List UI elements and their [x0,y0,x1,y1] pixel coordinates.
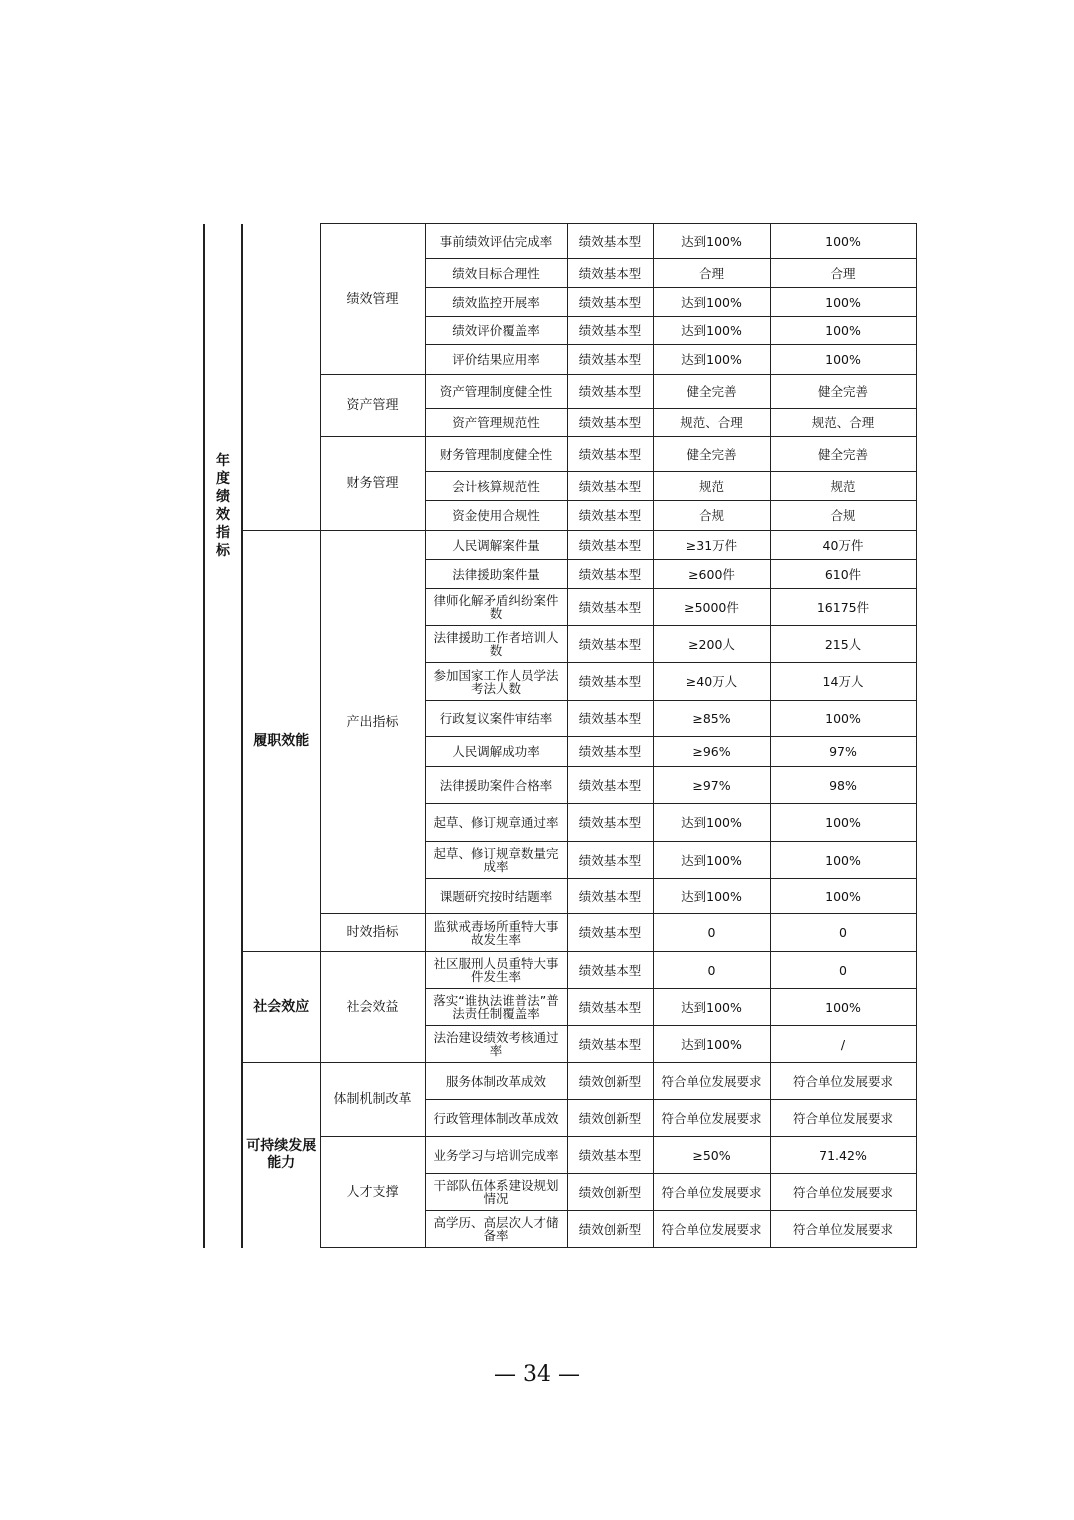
indicator-type-cell: 绩效基本型 [567,472,653,501]
indicator-name-cell: 法律援助案件合格率 [425,767,567,804]
target-value-cell: 规范、合理 [653,409,770,437]
indicator-type-cell: 绩效基本型 [567,409,653,437]
indicator-type-cell: 绩效基本型 [567,1137,653,1174]
page-number: — 34 — [494,1362,580,1387]
indicator-name-cell: 监狱戒毒场所重特大事故发生率 [425,914,567,952]
level1-indicator-label: 年 度 绩 效 指 标 [216,452,230,559]
indicator-type-cell: 绩效基本型 [567,879,653,914]
actual-value-cell: 98% [770,767,916,804]
indicator-name-cell: 社区服刑人员重特大事件发生率 [425,952,567,989]
indicator-name-cell: 事前绩效评估完成率 [425,224,567,259]
actual-value-cell: 0 [770,914,916,952]
actual-value-cell: 100% [770,701,916,737]
indicator-type-cell: 绩效基本型 [567,531,653,560]
indicator-name-cell: 绩效监控开展率 [425,288,567,317]
actual-value-cell: 71.42% [770,1137,916,1174]
indicator-name-cell: 干部队伍体系建设规划情况 [425,1174,567,1211]
target-value-cell: ≥85% [653,701,770,737]
target-value-cell: 规范 [653,472,770,501]
indicator-name-cell: 参加国家工作人员学法考法人数 [425,663,567,701]
indicator-type-cell: 绩效基本型 [567,437,653,472]
indicator-name-cell: 落实“谁执法谁普法”普法责任制覆盖率 [425,989,567,1026]
actual-value-cell: 符合单位发展要求 [770,1063,916,1100]
actual-value-cell: 16175件 [770,589,916,626]
level3-indicator-cell: 产出指标 [320,531,425,914]
actual-value-cell: 符合单位发展要求 [770,1174,916,1211]
indicator-name-cell: 会计核算规范性 [425,472,567,501]
level3-indicator-cell: 资产管理 [320,375,425,437]
indicator-name-cell: 起草、修订规章通过率 [425,804,567,842]
indicator-type-cell: 绩效基本型 [567,952,653,989]
indicator-name-cell: 人民调解案件量 [425,531,567,560]
indicator-type-cell: 绩效基本型 [567,224,653,259]
indicator-name-cell: 课题研究按时结题率 [425,879,567,914]
target-value-cell: 符合单位发展要求 [653,1211,770,1248]
level2-indicator-cell: 可持续发展能力 [242,1063,320,1248]
actual-value-cell: 100% [770,989,916,1026]
indicator-type-cell: 绩效基本型 [567,345,653,375]
indicator-name-cell: 服务体制改革成效 [425,1063,567,1100]
actual-value-cell: 100% [770,842,916,879]
level3-indicator-cell: 社会效益 [320,952,425,1063]
indicator-name-cell: 行政复议案件审结率 [425,701,567,737]
indicator-type-cell: 绩效基本型 [567,589,653,626]
level3-indicator-cell: 体制机制改革 [320,1063,425,1137]
target-value-cell: ≥50% [653,1137,770,1174]
level2-indicator-cell [242,224,320,531]
indicator-name-cell: 律师化解矛盾纠纷案件数 [425,589,567,626]
indicator-type-cell: 绩效基本型 [567,767,653,804]
target-value-cell: 达到100% [653,804,770,842]
actual-value-cell: 40万件 [770,531,916,560]
actual-value-cell: 健全完善 [770,375,916,409]
actual-value-cell: 215人 [770,626,916,663]
indicator-type-cell: 绩效基本型 [567,701,653,737]
actual-value-cell: 14万人 [770,663,916,701]
target-value-cell: 符合单位发展要求 [653,1174,770,1211]
indicator-type-cell: 绩效基本型 [567,989,653,1026]
indicator-name-cell: 评价结果应用率 [425,345,567,375]
indicator-name-cell: 法律援助案件量 [425,560,567,589]
target-value-cell: 达到100% [653,1026,770,1063]
level2-indicator-cell: 社会效应 [242,952,320,1063]
target-value-cell: ≥5000件 [653,589,770,626]
target-value-cell: 达到100% [653,317,770,345]
actual-value-cell: 100% [770,317,916,345]
actual-value-cell: 100% [770,804,916,842]
target-value-cell: 达到100% [653,879,770,914]
performance-indicator-table [203,223,917,1248]
target-value-cell: 达到100% [653,989,770,1026]
indicator-type-cell: 绩效创新型 [567,1100,653,1137]
level3-indicator-cell: 绩效管理 [320,224,425,375]
indicator-name-cell: 财务管理制度健全性 [425,437,567,472]
indicator-type-cell: 绩效基本型 [567,663,653,701]
target-value-cell: ≥200人 [653,626,770,663]
target-value-cell: 0 [653,952,770,989]
indicator-type-cell: 绩效基本型 [567,842,653,879]
table-row [204,952,916,989]
target-value-cell: 达到100% [653,345,770,375]
target-value-cell: 0 [653,914,770,952]
target-value-cell: 符合单位发展要求 [653,1100,770,1137]
indicator-type-cell: 绩效基本型 [567,1026,653,1063]
actual-value-cell: 100% [770,224,916,259]
indicator-name-cell: 高学历、高层次人才储备率 [425,1211,567,1248]
target-value-cell: 健全完善 [653,375,770,409]
actual-value-cell: 健全完善 [770,437,916,472]
actual-value-cell: 100% [770,288,916,317]
actual-value-cell: 0 [770,952,916,989]
actual-value-cell: 100% [770,879,916,914]
indicator-name-cell: 行政管理体制改革成效 [425,1100,567,1137]
indicator-type-cell: 绩效创新型 [567,1063,653,1100]
indicator-type-cell: 绩效创新型 [567,1211,653,1248]
actual-value-cell: 符合单位发展要求 [770,1100,916,1137]
table-row [204,224,916,259]
level3-indicator-cell: 财务管理 [320,437,425,531]
target-value-cell: 达到100% [653,288,770,317]
indicator-name-cell: 资产管理规范性 [425,409,567,437]
indicator-type-cell: 绩效基本型 [567,737,653,767]
indicator-name-cell: 法律援助工作者培训人数 [425,626,567,663]
actual-value-cell: 100% [770,345,916,375]
level3-indicator-cell: 人才支撑 [320,1137,425,1248]
target-value-cell: 达到100% [653,842,770,879]
actual-value-cell: 610件 [770,560,916,589]
actual-value-cell: 符合单位发展要求 [770,1211,916,1248]
indicator-type-cell: 绩效基本型 [567,501,653,531]
indicator-type-cell: 绩效创新型 [567,1174,653,1211]
indicator-name-cell: 绩效评价覆盖率 [425,317,567,345]
actual-value-cell: 规范 [770,472,916,501]
target-value-cell: 合理 [653,259,770,288]
target-value-cell: ≥96% [653,737,770,767]
indicator-name-cell: 资金使用合规性 [425,501,567,531]
level3-indicator-cell: 时效指标 [320,914,425,952]
target-value-cell: ≥40万人 [653,663,770,701]
actual-value-cell: / [770,1026,916,1063]
target-value-cell: 达到100% [653,224,770,259]
indicator-type-cell: 绩效基本型 [567,288,653,317]
actual-value-cell: 合规 [770,501,916,531]
indicator-name-cell: 起草、修订规章数量完成率 [425,842,567,879]
target-value-cell: ≥97% [653,767,770,804]
indicator-type-cell: 绩效基本型 [567,259,653,288]
level1-indicator-cell [204,224,242,1248]
indicator-name-cell: 业务学习与培训完成率 [425,1137,567,1174]
actual-value-cell: 97% [770,737,916,767]
target-value-cell: 合规 [653,501,770,531]
target-value-cell: ≥31万件 [653,531,770,560]
indicator-type-cell: 绩效基本型 [567,375,653,409]
indicator-type-cell: 绩效基本型 [567,804,653,842]
actual-value-cell: 合理 [770,259,916,288]
indicator-type-cell: 绩效基本型 [567,626,653,663]
indicator-name-cell: 人民调解成功率 [425,737,567,767]
table-row [204,1063,916,1100]
target-value-cell: ≥600件 [653,560,770,589]
indicator-name-cell: 资产管理制度健全性 [425,375,567,409]
actual-value-cell: 规范、合理 [770,409,916,437]
indicator-name-cell: 法治建设绩效考核通过率 [425,1026,567,1063]
indicator-type-cell: 绩效基本型 [567,560,653,589]
target-value-cell: 健全完善 [653,437,770,472]
indicator-type-cell: 绩效基本型 [567,317,653,345]
level2-indicator-cell: 履职效能 [242,531,320,952]
indicator-type-cell: 绩效基本型 [567,914,653,952]
indicator-name-cell: 绩效目标合理性 [425,259,567,288]
target-value-cell: 符合单位发展要求 [653,1063,770,1100]
table-row [204,531,916,560]
